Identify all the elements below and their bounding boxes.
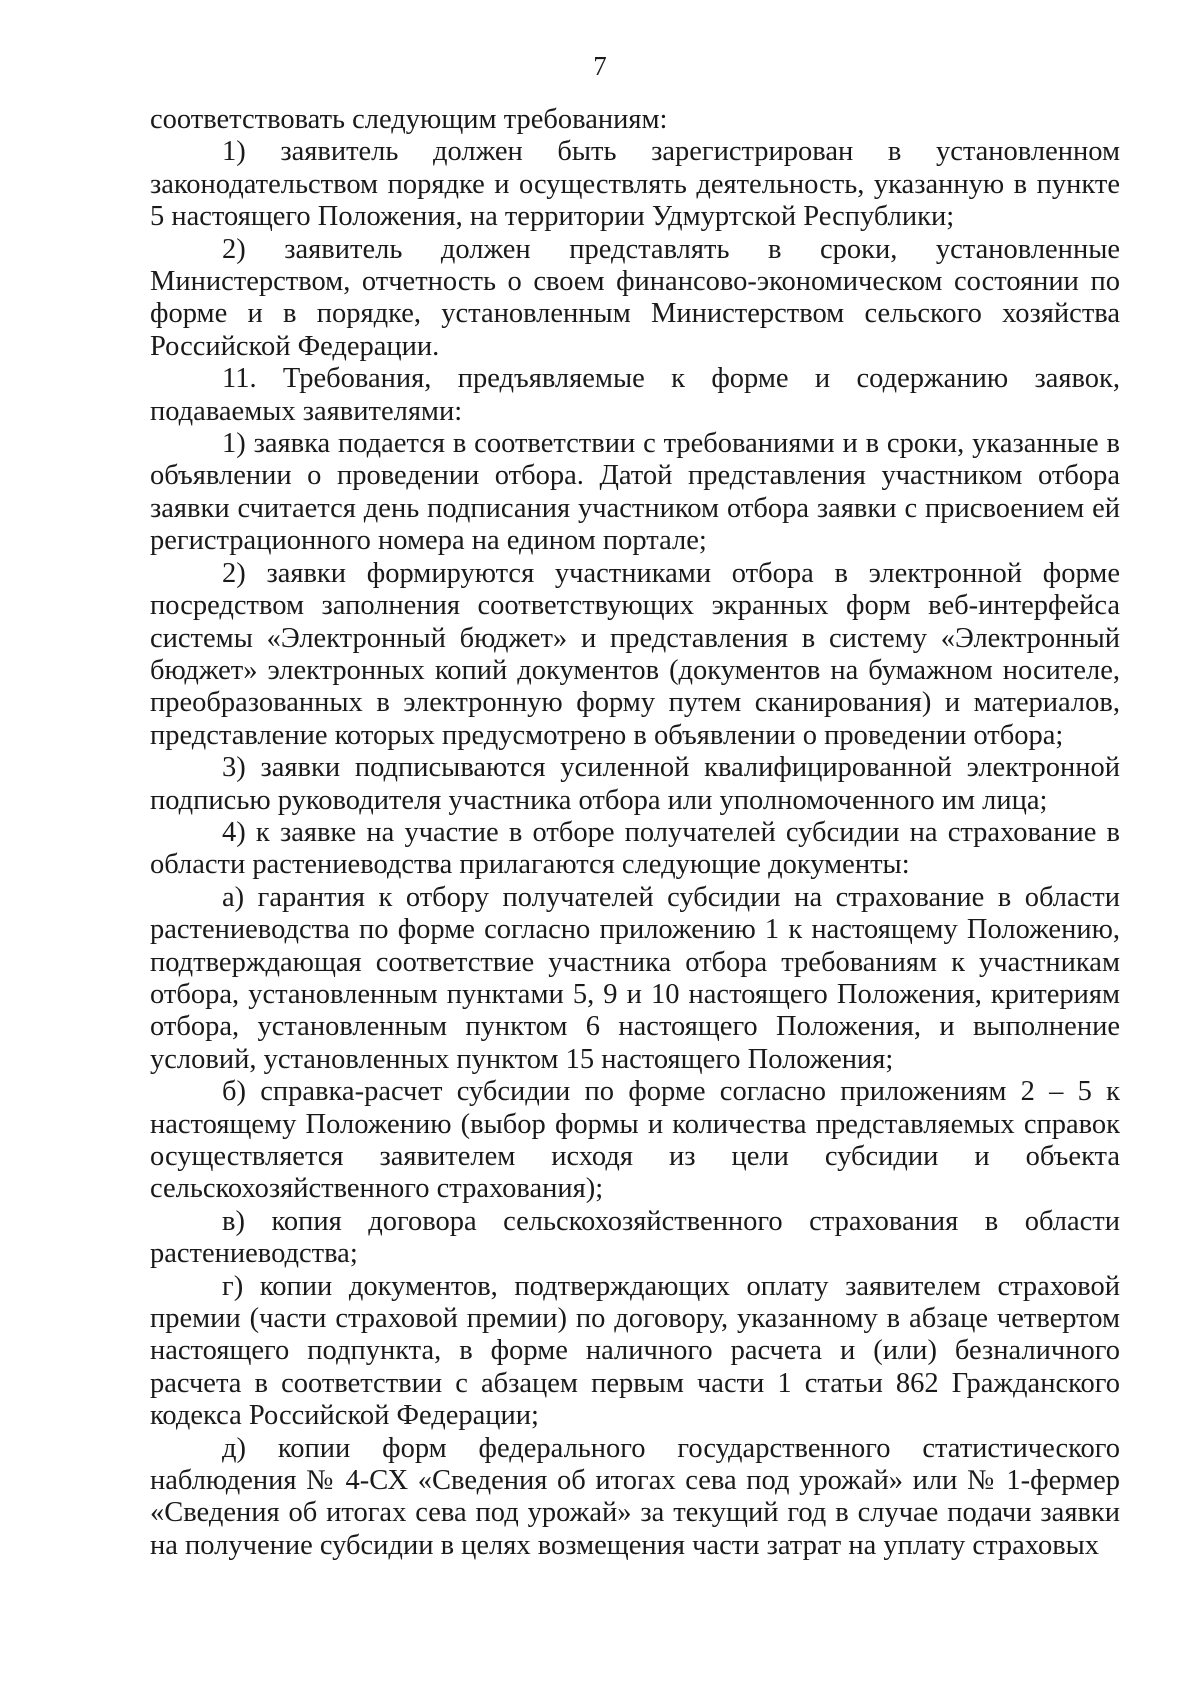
paragraph-subitem-b: б) справка-расчет субсидии по форме согласно приложениям 2 – 5 к настоящему Положению (выбор формы и количества представляемых справок осуществляется заявителем исходя из цели субсидии и объекта сельскохозяйственного страхования); — [150, 1076, 1120, 1205]
page-number: 7 — [593, 51, 607, 81]
paragraph-requirement-1: 1) заявитель должен быть зарегистрирован в установленном законодательством порядке и осуществлять деятельность, указанную в пункте 5 настоящего Положения, на территории Удмуртской Республики; — [150, 136, 1120, 233]
paragraph-subitem-d: д) копии форм федерального государственного статистического наблюдения № 4-СХ «Сведения об итогах сева под урожай» или № 1-фермер «Сведения об итогах сева под урожай» за текущий год в случае подачи заявки на получение субсидии в целях возмещения части затрат на уплату страховых — [150, 1432, 1120, 1561]
paragraph-subitem-v: в) копия договора сельскохозяйственного страхования в области растениеводства; — [150, 1205, 1120, 1270]
paragraph-item-2: 2) заявки формируются участниками отбора в электронной форме посредством заполнения соответствующих экранных форм веб-интерфейса системы «Электронный бюджет» и представления в систему «Электронный бюджет» электронных копий документов (документов на бумажном носителе, преобразованных в электронную форму путем сканирования) и материалов, представление которых предусмотрено в объявлении о проведении отбора; — [150, 557, 1120, 751]
paragraph-item-4: 4) к заявке на участие в отборе получателей субсидии на страхование в области растениеводства прилагаются следующие документы: — [150, 816, 1120, 881]
paragraph-subitem-g: г) копии документов, подтверждающих оплату заявителем страховой премии (части страховой премии) по договору, указанному в абзаце четвертом настоящего подпункта, в форме наличного расчета и (или) безналичного расчета в соответствии с абзацем первым части 1 статьи 862 Гражданского кодекса Российской Федерации; — [150, 1270, 1120, 1432]
document-body — [150, 104, 1120, 1562]
paragraph-section-11: 11. Требования, предъявляемые к форме и содержанию заявок, подаваемых заявителями: — [150, 363, 1120, 427]
paragraph-item-1: 1) заявка подается в соответствии с требованиями и в сроки, указанные в объявлении о проведении отбора. Датой представления участником отбора заявки считается день подписания участником отбора заявки с присвоением ей регистрационного номера на едином портале; — [150, 428, 1120, 557]
paragraph-requirement-2: 2) заявитель должен представлять в сроки, установленные Министерством, отчетность о своем финансово-экономическом состоянии по форме и в порядке, установленным Министерством сельского хозяйства Российской Федерации. — [150, 233, 1120, 362]
paragraph-subitem-a: а) гарантия к отбору получателей субсидии на страхование в области растениеводства по форме согласно приложению 1 к настоящему Положению, подтверждающая соответствие участника отбора требованиям к участникам отбора, установленным пунктами 5, 9 и 10 настоящего Положения, критериям отбора, установленным пунктом 6 настоящего Положения, и выполнение условий, установленных пунктом 15 настоящего Положения; — [150, 881, 1120, 1075]
paragraph-intro: соответствовать следующим требованиям: — [150, 104, 668, 135]
paragraph-item-3: 3) заявки подписываются усиленной квалифицированной электронной подписью руководителя участника отбора или уполномоченного им лица; — [150, 752, 1120, 816]
